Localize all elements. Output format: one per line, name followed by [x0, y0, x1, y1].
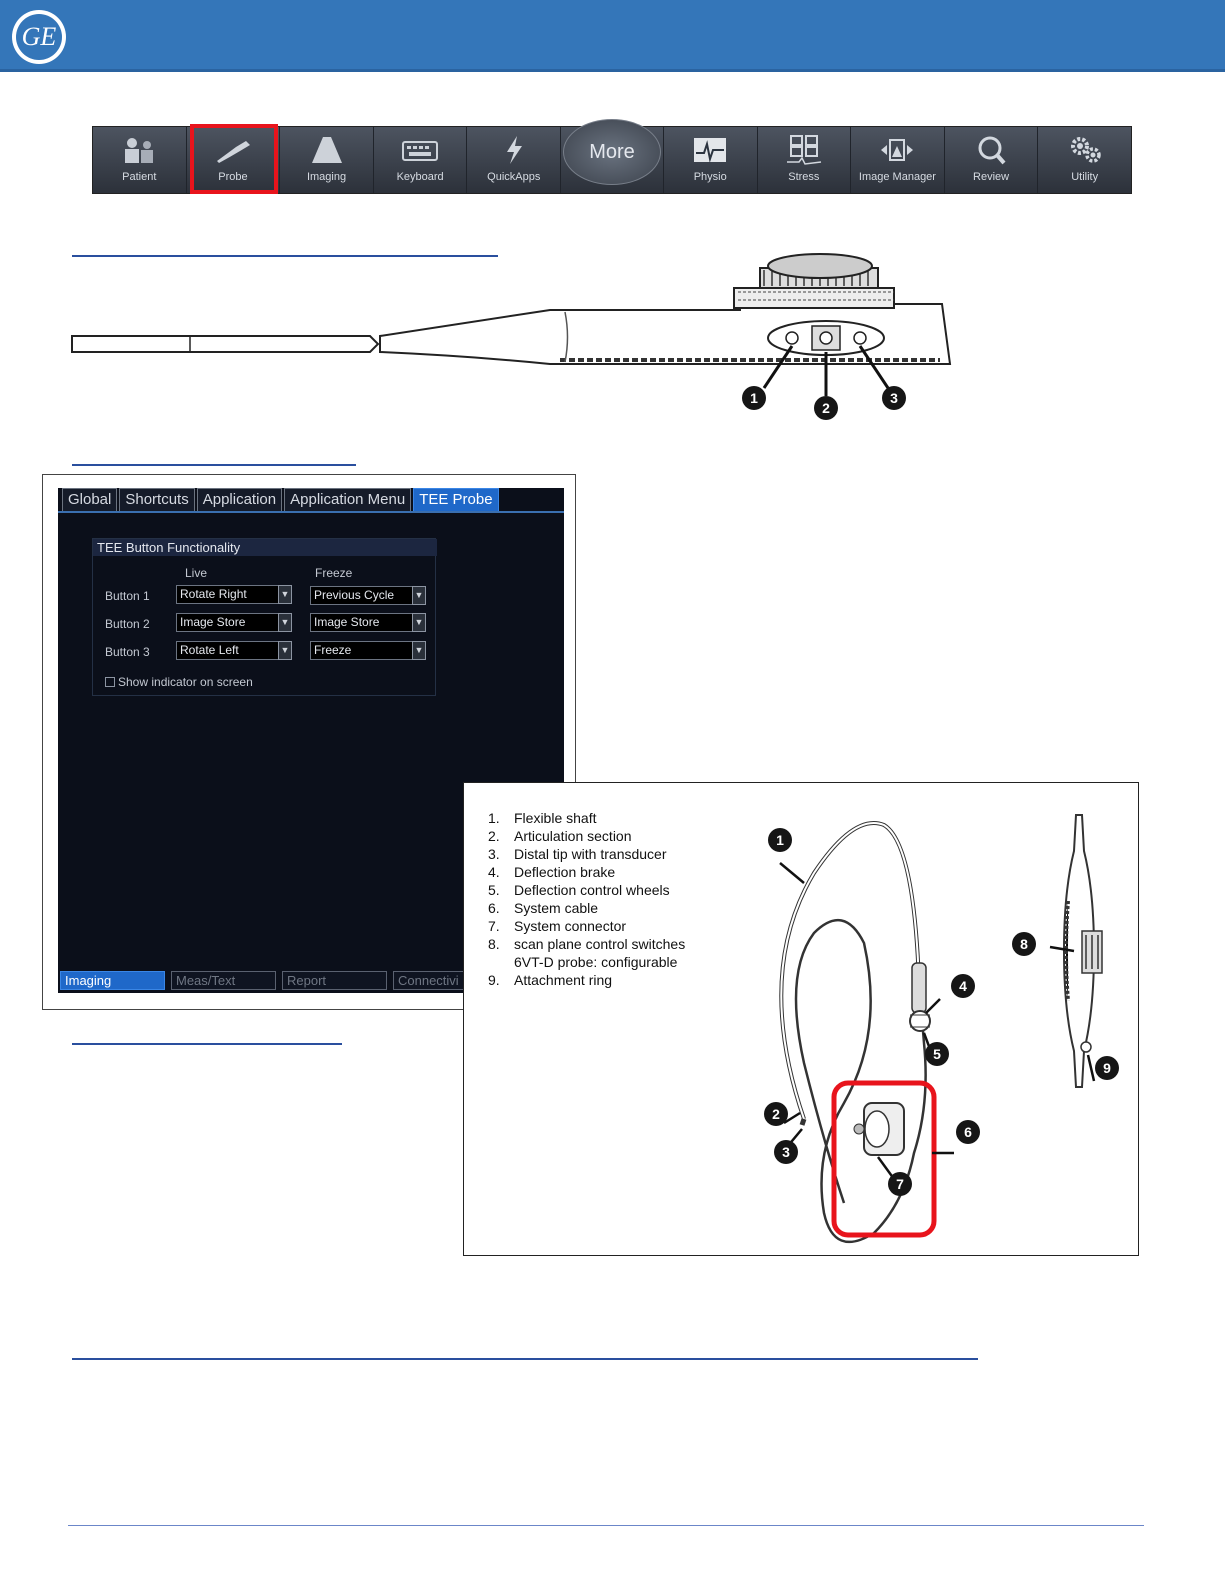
probe-label: Probe	[218, 171, 248, 183]
section-rule-2	[72, 464, 356, 466]
gear-icon	[1066, 135, 1104, 165]
list-item: 9. Attachment ring	[488, 972, 613, 988]
parts-callout-6: 6	[956, 1120, 980, 1144]
button-1-freeze-value: Previous Cycle	[314, 588, 395, 602]
button-1-freeze-select[interactable]	[310, 586, 426, 605]
chevron-down-icon: ▼	[278, 585, 292, 604]
group-title: TEE Button Functionality	[93, 539, 437, 556]
section-rule-3	[72, 1043, 342, 1045]
keyboard-icon	[401, 135, 439, 165]
parts-callout-5: 5	[925, 1042, 949, 1066]
stress-label: Stress	[788, 171, 820, 183]
ge-logo	[12, 10, 66, 64]
button-2-live-select[interactable]	[176, 613, 292, 632]
chevron-down-icon: ▼	[412, 613, 426, 632]
list-item: 2. Articulation section	[488, 828, 632, 844]
tee-probe-handle-front-drawing	[1034, 811, 1134, 1091]
tee-button-functionality-group	[92, 538, 436, 696]
chevron-down-icon: ▼	[278, 641, 292, 660]
utility-button[interactable]	[1038, 127, 1131, 193]
probe-callout-2: 2	[814, 396, 838, 420]
button-2-label: Button 2	[105, 617, 150, 631]
parts-list	[488, 809, 685, 989]
button-2-live-value: Image Store	[180, 615, 246, 629]
ge-logo-text: GE	[16, 14, 62, 60]
review-label: Review	[973, 171, 1010, 183]
physio-icon	[691, 135, 729, 165]
list-item: 4. Deflection brake	[488, 864, 616, 880]
show-indicator-row[interactable]	[105, 675, 253, 689]
page-header	[0, 0, 1225, 72]
button-3-label: Button 3	[105, 645, 150, 659]
button-3-live-select[interactable]	[176, 641, 292, 660]
show-indicator-label: Show indicator on screen	[118, 675, 253, 689]
button-1-live-value: Rotate Right	[180, 587, 247, 601]
parts-callout-3: 3	[774, 1140, 798, 1164]
list-item: 3. Distal tip with transducer	[488, 846, 667, 862]
button-3-live-value: Rotate Left	[180, 643, 239, 657]
list-item: 6. System cable	[488, 900, 599, 916]
button-1-live-select[interactable]	[176, 585, 292, 604]
button-2-freeze-select[interactable]	[310, 613, 426, 632]
bottom-tab-imaging[interactable]: Imaging	[60, 971, 165, 990]
probe-callout-3: 3	[882, 386, 906, 410]
list-item: 1. Flexible shaft	[488, 810, 597, 826]
review-icon	[972, 135, 1010, 165]
settings-tabs	[58, 488, 564, 513]
imaging-icon	[308, 135, 346, 165]
bottom-tab-connectivity[interactable]: Connectivi	[393, 971, 498, 990]
show-indicator-checkbox[interactable]	[105, 677, 115, 687]
quickapps-button[interactable]	[467, 127, 561, 193]
keyboard-label: Keyboard	[396, 171, 444, 183]
parts-callout-7: 7	[888, 1172, 912, 1196]
footer-rule	[68, 1525, 1144, 1526]
more-button[interactable]	[561, 127, 664, 193]
patient-label: Patient	[122, 171, 157, 183]
chevron-down-icon: ▼	[412, 586, 426, 605]
parts-callout-1: 1	[768, 828, 792, 852]
physio-button[interactable]	[664, 127, 758, 193]
tab-global[interactable]: Global	[62, 488, 117, 511]
button-3-freeze-value: Freeze	[314, 643, 352, 657]
freeze-column-header: Freeze	[315, 566, 353, 580]
physio-label: Physio	[693, 171, 727, 183]
probe-button-highlight	[190, 124, 278, 194]
tee-probe-full-drawing	[744, 803, 1024, 1253]
live-column-header: Live	[185, 566, 208, 580]
parts-callout-4: 4	[951, 974, 975, 998]
section-rule-4	[72, 1358, 978, 1360]
button-2-freeze-value: Image Store	[314, 615, 380, 629]
bottom-tab-meas-text[interactable]: Meas/Text	[171, 971, 276, 990]
list-item-sub: 6VT-D probe: configurable	[514, 954, 678, 970]
patient-button[interactable]	[93, 127, 187, 193]
list-item: 7. System connector	[488, 918, 627, 934]
imaging-label: Imaging	[306, 171, 347, 183]
parts-callout-8: 8	[1012, 932, 1036, 956]
chevron-down-icon: ▼	[278, 613, 292, 632]
list-item: 8. scan plane control switches	[488, 936, 686, 952]
utility-label: Utility	[1071, 171, 1099, 183]
list-item: 5. Deflection control wheels	[488, 882, 670, 898]
review-button[interactable]	[945, 127, 1039, 193]
patient-icon	[120, 135, 158, 165]
more-label: More	[589, 140, 635, 163]
stress-icon	[785, 135, 823, 165]
parts-callout-2: 2	[764, 1102, 788, 1126]
image-manager-button[interactable]	[851, 127, 945, 193]
tab-shortcuts[interactable]: Shortcuts	[119, 488, 194, 511]
image-manager-icon	[878, 135, 916, 165]
tab-application-menu[interactable]: Application Menu	[284, 488, 411, 511]
lightning-icon	[495, 135, 533, 165]
chevron-down-icon: ▼	[412, 641, 426, 660]
probe-callout-1: 1	[742, 386, 766, 410]
tab-tee-probe[interactable]: TEE Probe	[413, 488, 498, 511]
keyboard-button[interactable]	[374, 127, 468, 193]
stress-button[interactable]	[758, 127, 852, 193]
more-icon	[563, 119, 661, 185]
image-manager-label: Image Manager	[858, 171, 936, 183]
parts-callout-9: 9	[1095, 1056, 1119, 1080]
tab-application[interactable]: Application	[197, 488, 282, 511]
quickapps-label: QuickApps	[487, 171, 541, 183]
bottom-tab-report[interactable]: Report	[282, 971, 387, 990]
button-1-label: Button 1	[105, 589, 150, 603]
probe-parts-figure	[463, 782, 1139, 1256]
imaging-button[interactable]	[280, 127, 374, 193]
button-3-freeze-select[interactable]	[310, 641, 426, 660]
